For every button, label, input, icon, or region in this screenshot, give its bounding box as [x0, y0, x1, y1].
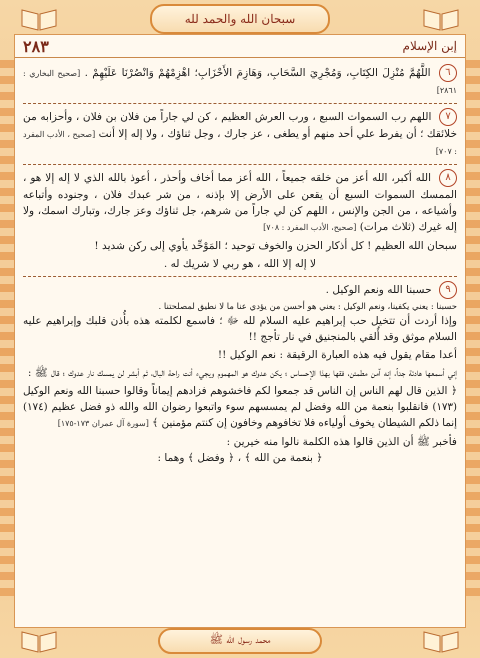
section-8	[23, 169, 457, 236]
top-banner-text: سبحان الله والحمد لله	[184, 12, 296, 26]
quran-verse	[23, 383, 457, 432]
page-content	[14, 34, 466, 628]
paragraph: إني أسمعها هادئة جداً، إنه آمن مطمئن، فقها بهذا الإحساس ؛ يكن عدوك هو المهموم ويجيء أنت راحة البال، ثم أبشر لن يمسك نار عدوك ؛ قال ﷺ :	[27, 367, 457, 379]
closing-line: لا إله إلا الله ، هو ربي لا شريك له .	[163, 258, 317, 270]
paragraph: ﴿ بنعمة من الله ﴾ ، ﴿ وفضل ﴾ وهما :	[157, 452, 323, 464]
paragraph: فأخبر ﷺ أن الذين قالوا هذه الكلمة نالوا منه خيرين :	[226, 436, 457, 448]
section-number: ٦	[439, 64, 457, 82]
citation: [سورة آل عمران ١٧٣-١٧٥]	[57, 419, 149, 428]
open-book-icon	[20, 628, 58, 654]
section-number: ٧	[439, 108, 457, 126]
paragraph: أعدا مقام يقول فيه هذه العبارة الرقيقة : نعم الوكيل !!	[217, 349, 457, 361]
bottom-banner	[158, 628, 322, 654]
page-header	[15, 35, 465, 58]
citation: [صحيح، الأدب المفرد : ٧٠٨]	[263, 223, 357, 232]
running-title: إبن الإسلام	[402, 39, 457, 53]
section-7	[23, 108, 457, 160]
paragraph: وإذا أردت أن تتخيل حب إبراهيم عليه السلام لله ﷻ ؛ فاسمع لكلمته هذه بأُذن قلبك وإبراهيم عليه السلام موثق وقد أُلقي بالمنجنيق في نار تأجج !!	[23, 315, 457, 343]
open-book-icon	[20, 6, 58, 32]
verse-text: ﴿ الذين قال لهم الناس إن الناس قد جمعوا لكم فاخشوهم فزادهم إيماناً وقالوا حسبنا الله ونعم الوكيل (١٧٣) فانقلبوا بنعمة من الله وفضل لم يمسسهم سوء واتبعوا رضوان الله والله ذو فضل عظيم (١٧٤) إنما ذلكم الشيطان يخوف أولياءه فلا تخافوهم وخافون إن كنتم مؤمنين ﴾	[23, 385, 457, 429]
bottom-banner-text: محمد رسول الله ﷺ	[209, 633, 271, 646]
body-text	[15, 58, 465, 466]
page-number: ٢٨٣	[23, 36, 49, 56]
citation: [صحيح البخاري : ٢٨٦١]	[23, 69, 457, 95]
divider	[23, 164, 457, 165]
open-book-icon	[422, 628, 460, 654]
section-text: اللَّهُمَّ مُنْزِلَ الكِتَابِ، وَمُجْرِيَ السَّحَابِ، وَهَازِمَ الأَحْزَابِ؛ اهْزِمْهُمْ وَانْصُرْنَا عَلَيْهِمْ .	[84, 67, 431, 79]
divider	[23, 276, 457, 277]
section-text: الله أكبر، الله أعز من خلقه جميعاً ، الله أعز مما أخاف وأحذر ، أعوذ بالله الذي لا إله إلا هو ، الممسك السموات السبع أن يقعن على الأرض إلا بإذنه ، من شر عبدك فلان ، وجنوده وأتباعه وأشياعه ، من الجن والإنس ، اللهم كن لي جاراً من شرهم، جل ثناؤك وعز جارك، وتبارك اسمك، ولا إله غيرك (ثلاث مرات)	[23, 172, 457, 233]
closing-line: سبحان الله العظيم ! كل أذكار الحزن والخوف توحيد ؛ المَوْحِّد يأوي إلى ركن شديد !	[94, 240, 457, 252]
section-title: حسبنا الله ونعم الوكيل .	[325, 284, 432, 296]
top-banner	[150, 4, 330, 34]
section-text: اللهم رب السموات السبع ، ورب العرش العظيم ، كن لي جاراً من فلان بن فلان ، وأحزابه من خلائقك ؛ أن يفرط علي أحد منهم أو يطغى ، عز جارك ، وجل ثناؤك ، ولا إله إلا أنت	[23, 111, 458, 140]
section-number: ٩	[439, 281, 457, 299]
section-6	[23, 64, 457, 99]
section-number: ٨	[439, 169, 457, 187]
section-9-title	[23, 281, 457, 299]
open-book-icon	[422, 6, 460, 32]
divider	[23, 103, 457, 104]
gloss: حسبنا : يعني يكفينا، ونعم الوكيل : يعني هو أحسن من يؤدي عنا ما لا نطيق لمصلحتنا .	[158, 302, 457, 312]
citation: [صحيح ، الأدب المفرد : ٧٠٧]	[23, 130, 457, 156]
